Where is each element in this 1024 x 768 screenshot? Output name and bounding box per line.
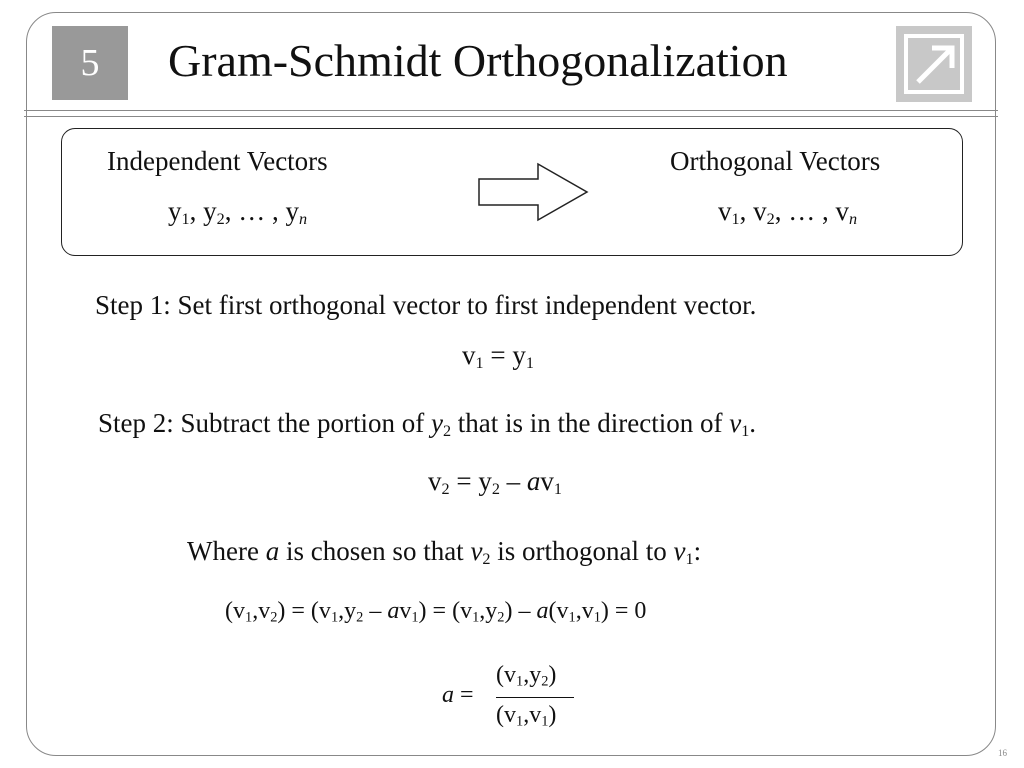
slide-frame	[26, 12, 996, 756]
step1-equation: $v_1 = y_1$	[462, 340, 534, 373]
step2-text: Step 2: Subtract the portion of $y_2$ that is in the direction of $v_1$.	[98, 408, 757, 441]
fraction-bar	[496, 697, 574, 698]
slide-title: Gram-Schmidt Orthogonalization	[168, 35, 788, 86]
right-arrow-icon	[476, 162, 590, 222]
title-rule-top	[24, 110, 998, 111]
independent-vectors-heading: Independent Vectors	[107, 146, 328, 176]
orthogonal-vectors-sequence: $v_1$, $v_2$, … , $v_n$	[718, 196, 858, 229]
title-rule-bottom	[24, 116, 998, 117]
where-condition-text: Where a is chosen so that $v_2$ is orthogonal to $v_1$:	[187, 536, 702, 569]
chapter-number-badge: 5	[52, 26, 128, 100]
independent-vectors-sequence: $y_1$, $y_2$, … , $y_n$	[168, 196, 308, 229]
fraction-lhs: a =	[442, 682, 474, 708]
expand-arrow-icon[interactable]	[896, 26, 972, 102]
a-fraction-formula	[440, 662, 590, 742]
orthogonal-vectors-heading: Orthogonal Vectors	[670, 146, 881, 176]
page-number: 16	[998, 748, 1007, 758]
fraction-numerator: $(v_1,y_2)$	[496, 662, 557, 690]
step1-text: Step 1: Set first orthogonal vector to first independent vector.	[95, 290, 757, 320]
fraction-denominator: $(v_1,v_1)$	[496, 702, 557, 730]
step2-equation: $v_2 = y_2 - av_1$	[428, 466, 563, 499]
orthogonality-equation: $(v_1,v_2) = (v_1,y_2 - av_1) = (v_1,y_2) - a(v_1,v_1) = 0$	[225, 598, 647, 626]
